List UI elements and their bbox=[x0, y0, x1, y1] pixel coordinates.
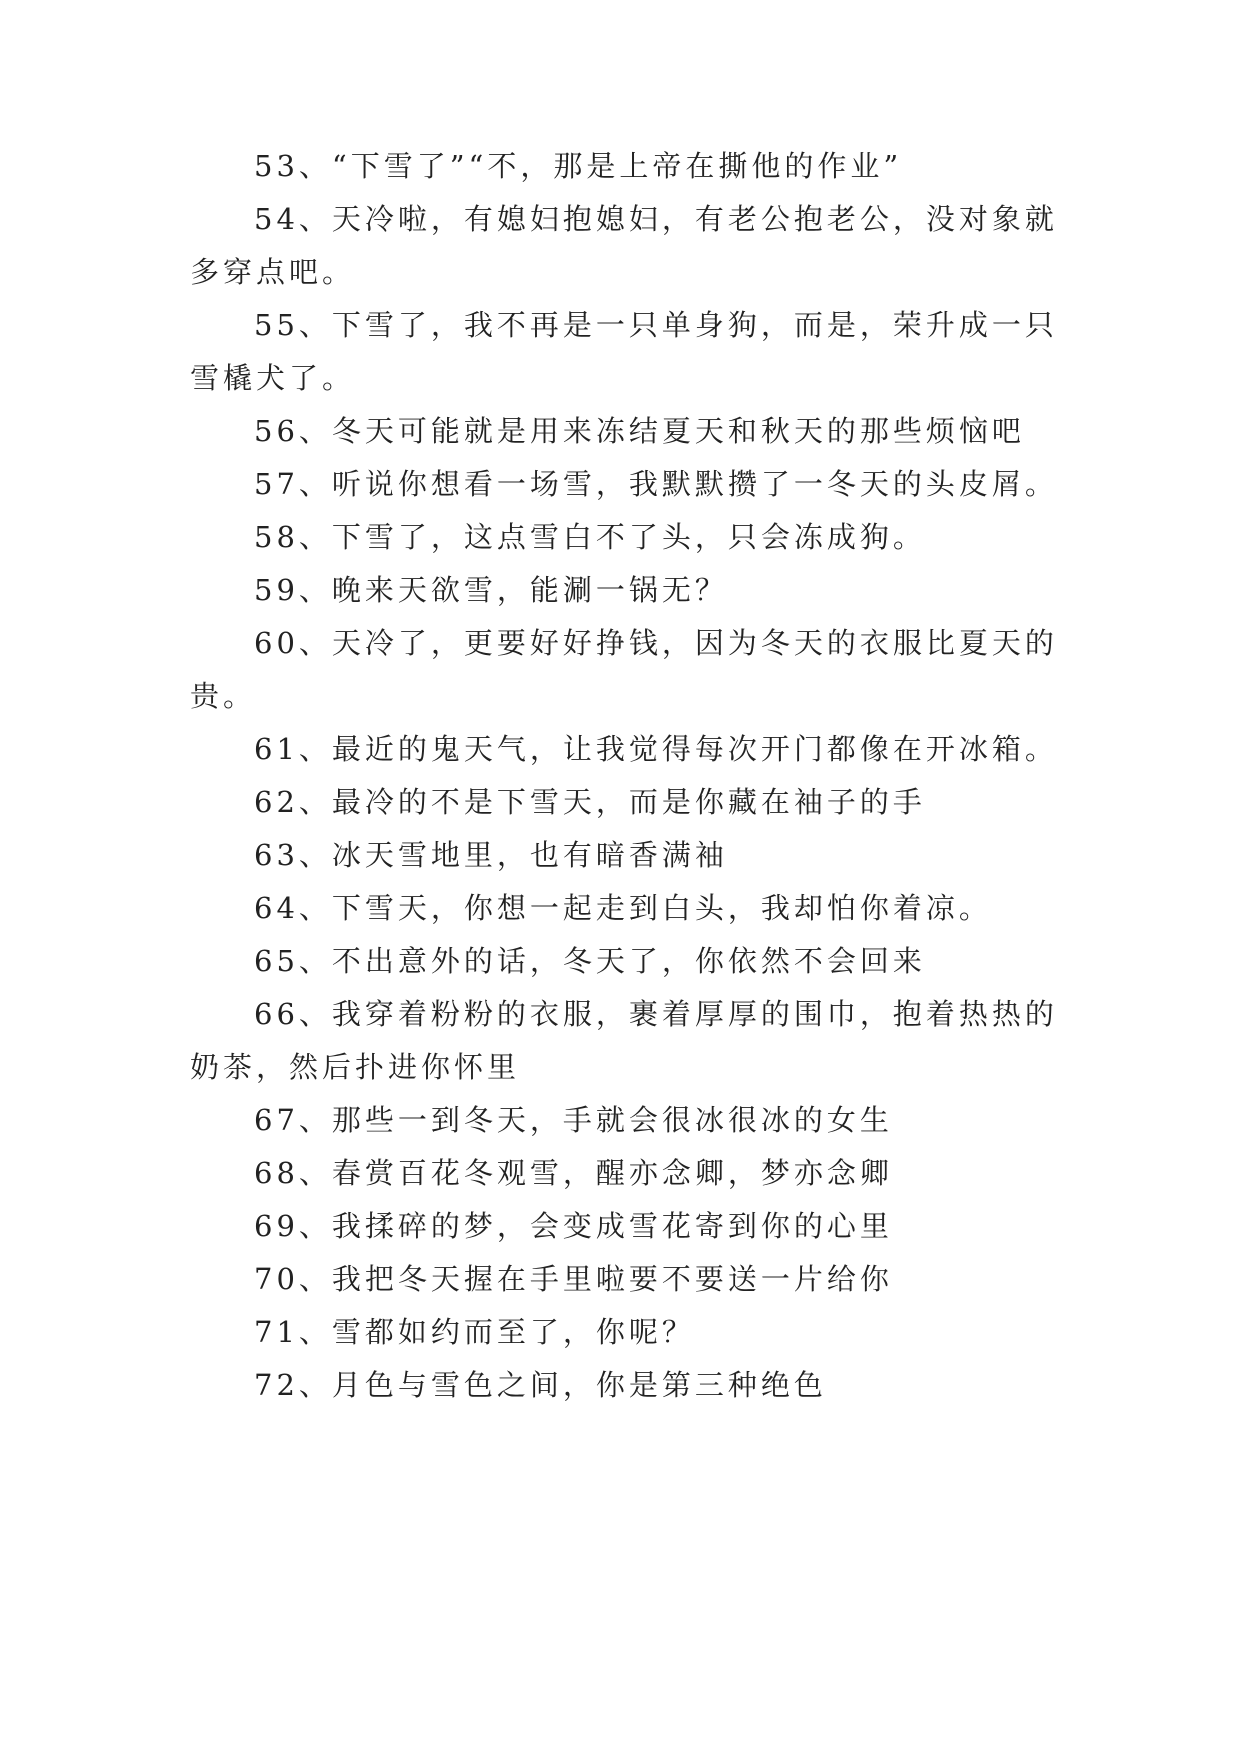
document-body bbox=[0, 140, 1241, 1412]
paragraph-71: 71、雪都如约而至了，你呢？ bbox=[254, 1315, 695, 1349]
paragraph-62: 62、最冷的不是下雪天，而是你藏在袖子的手 bbox=[254, 785, 926, 819]
paragraph-56: 56、冬天可能就是用来冻结夏天和秋天的那些烦恼吧 bbox=[254, 414, 1025, 448]
paragraph-53: 53、“下雪了”“不，那是上帝在撕他的作业” bbox=[254, 149, 903, 183]
paragraph-65: 65、不出意外的话，冬天了，你依然不会回来 bbox=[254, 944, 926, 978]
paragraph-58: 58、下雪了，这点雪白不了头，只会冻成狗。 bbox=[254, 520, 926, 554]
paragraph-66: 66、我穿着粉粉的衣服，裹着厚厚的围巾，抱着热热的奶茶，然后扑进你怀里 bbox=[190, 997, 1058, 1084]
paragraph-60: 60、天冷了，更要好好挣钱，因为冬天的衣服比夏天的贵。 bbox=[190, 626, 1058, 713]
paragraph-55: 55、下雪了，我不再是一只单身狗，而是，荣升成一只雪橇犬了。 bbox=[190, 308, 1058, 395]
paragraph-54: 54、天冷啦，有媳妇抱媳妇，有老公抱老公，没对象就多穿点吧。 bbox=[190, 202, 1058, 289]
paragraph-72: 72、月色与雪色之间，你是第三种绝色 bbox=[254, 1368, 827, 1402]
paragraph-57: 57、听说你想看一场雪，我默默攒了一冬天的头皮屑。 bbox=[254, 467, 1058, 501]
paragraph-69: 69、我揉碎的梦，会变成雪花寄到你的心里 bbox=[254, 1209, 893, 1243]
paragraph-61: 61、最近的鬼天气，让我觉得每次开门都像在开冰箱。 bbox=[254, 732, 1058, 766]
paragraph-68: 68、春赏百花冬观雪，醒亦念卿，梦亦念卿 bbox=[254, 1156, 893, 1190]
paragraph-64: 64、下雪天，你想一起走到白头，我却怕你着凉。 bbox=[254, 891, 992, 925]
paragraph-67: 67、那些一到冬天，手就会很冰很冰的女生 bbox=[254, 1103, 893, 1137]
paragraph-70: 70、我把冬天握在手里啦要不要送一片给你 bbox=[254, 1262, 893, 1296]
paragraph-59: 59、晚来天欲雪，能涮一锅无？ bbox=[254, 573, 728, 607]
paragraph-63: 63、冰天雪地里，也有暗香满袖 bbox=[254, 838, 728, 872]
